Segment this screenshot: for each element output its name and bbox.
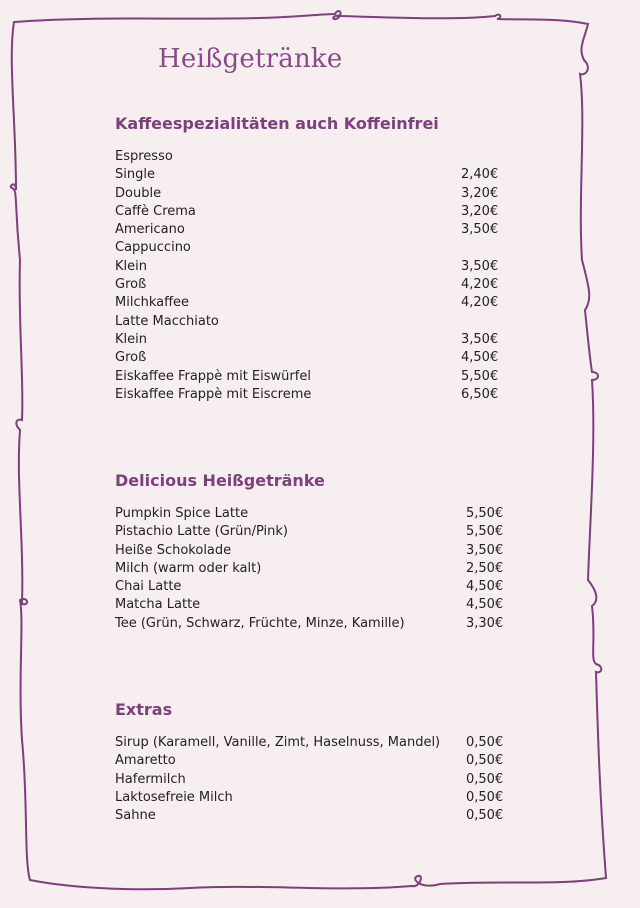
item-price: 0,50€ (466, 789, 504, 805)
item-price: 4,50€ (466, 579, 504, 595)
item-price: 0,50€ (466, 753, 504, 769)
item-name: Pistachio Latte (Grün/Pink) (115, 524, 288, 540)
menu-item (115, 523, 515, 541)
item-name: Single (115, 167, 155, 183)
menu-item (115, 166, 515, 184)
item-price: 3,50€ (461, 222, 499, 238)
menu-item (115, 368, 515, 386)
item-price: 4,20€ (461, 295, 499, 311)
menu-item (115, 734, 515, 752)
item-name: Pumpkin Spice Latte (115, 506, 249, 521)
item-price: 2,50€ (466, 560, 504, 576)
item-name: Laktosefreie Milch (115, 789, 233, 805)
item-name: Eiskaffee Frappè mit Eiswürfel (115, 368, 311, 384)
item-name: Groß (115, 350, 147, 366)
menu-item (115, 349, 515, 367)
item-name: Sahne (115, 808, 156, 824)
item-name: Caffè Crema (115, 203, 196, 219)
item-price: 2,40€ (461, 167, 499, 183)
item-price: 6,50€ (461, 386, 499, 402)
menu-item (115, 276, 515, 294)
menu-item (115, 313, 515, 331)
item-price: 0,50€ (466, 771, 504, 787)
item-price: 5,50€ (461, 368, 499, 384)
item-name: Amaretto (115, 753, 176, 769)
item-name: Klein (115, 258, 147, 274)
item-name: Cappuccino (115, 240, 191, 256)
item-name: Americano (115, 222, 185, 238)
item-name: Hafermilch (115, 771, 186, 787)
menu-item (115, 331, 515, 349)
item-name: Chai Latte (115, 579, 182, 595)
item-name: Milch (warm oder kalt) (115, 560, 262, 576)
menu-item (115, 789, 515, 807)
item-price: 5,50€ (466, 524, 504, 540)
item-price: 4,50€ (461, 350, 499, 366)
item-price: 3,50€ (461, 258, 499, 274)
menu-item (115, 258, 515, 276)
menu-item (115, 221, 515, 239)
item-name: Tee (Grün, Schwarz, Früchte, Minze, Kamille) (115, 615, 405, 631)
section-title: Extras (115, 700, 173, 719)
item-name: Eiskaffee Frappè mit Eiscreme (115, 386, 312, 402)
menu-item (115, 505, 515, 523)
item-price: 0,50€ (466, 735, 504, 750)
menu-item (115, 771, 515, 789)
item-name: Klein (115, 331, 147, 347)
menu-item (115, 542, 515, 560)
item-price: 3,50€ (461, 331, 499, 347)
item-price: 3,50€ (466, 542, 504, 558)
item-name: Matcha Latte (115, 597, 201, 613)
menu-item (115, 560, 515, 578)
item-name: Sirup (Karamell, Vanille, Zimt, Haselnuss, Mandel) (115, 735, 441, 750)
item-price: 3,30€ (466, 615, 504, 631)
menu-item (115, 203, 515, 221)
menu-item (115, 578, 515, 596)
item-price: 0,50€ (466, 808, 504, 824)
menu-item (115, 294, 515, 312)
item-price: 3,20€ (461, 185, 499, 201)
menu-item (115, 148, 515, 166)
item-price: 5,50€ (466, 506, 504, 521)
item-name: Espresso (115, 149, 173, 164)
item-name: Milchkaffee (115, 295, 190, 311)
menu-item (115, 752, 515, 770)
section-title: Kaffeespezialitäten auch Koffeinfrei (115, 114, 439, 133)
item-price: 4,20€ (461, 277, 499, 293)
menu-item (115, 807, 515, 825)
menu-item (115, 615, 515, 633)
menu-item (115, 185, 515, 203)
page-title: Heißgetränke (158, 44, 343, 74)
section-extras (115, 700, 515, 825)
item-price: 3,20€ (461, 203, 499, 219)
menu-item (115, 386, 515, 404)
section-delicious-heissgetraenke (115, 471, 515, 633)
item-name: Double (115, 185, 162, 201)
item-name: Heiße Schokolade (115, 542, 232, 558)
menu-item (115, 239, 515, 257)
section-title: Delicious Heißgetränke (115, 471, 325, 490)
section-kaffeespezialitaeten (115, 114, 515, 404)
item-name: Latte Macchiato (115, 313, 219, 329)
item-name: Groß (115, 277, 147, 293)
menu-item (115, 596, 515, 614)
item-price: 4,50€ (466, 597, 504, 613)
